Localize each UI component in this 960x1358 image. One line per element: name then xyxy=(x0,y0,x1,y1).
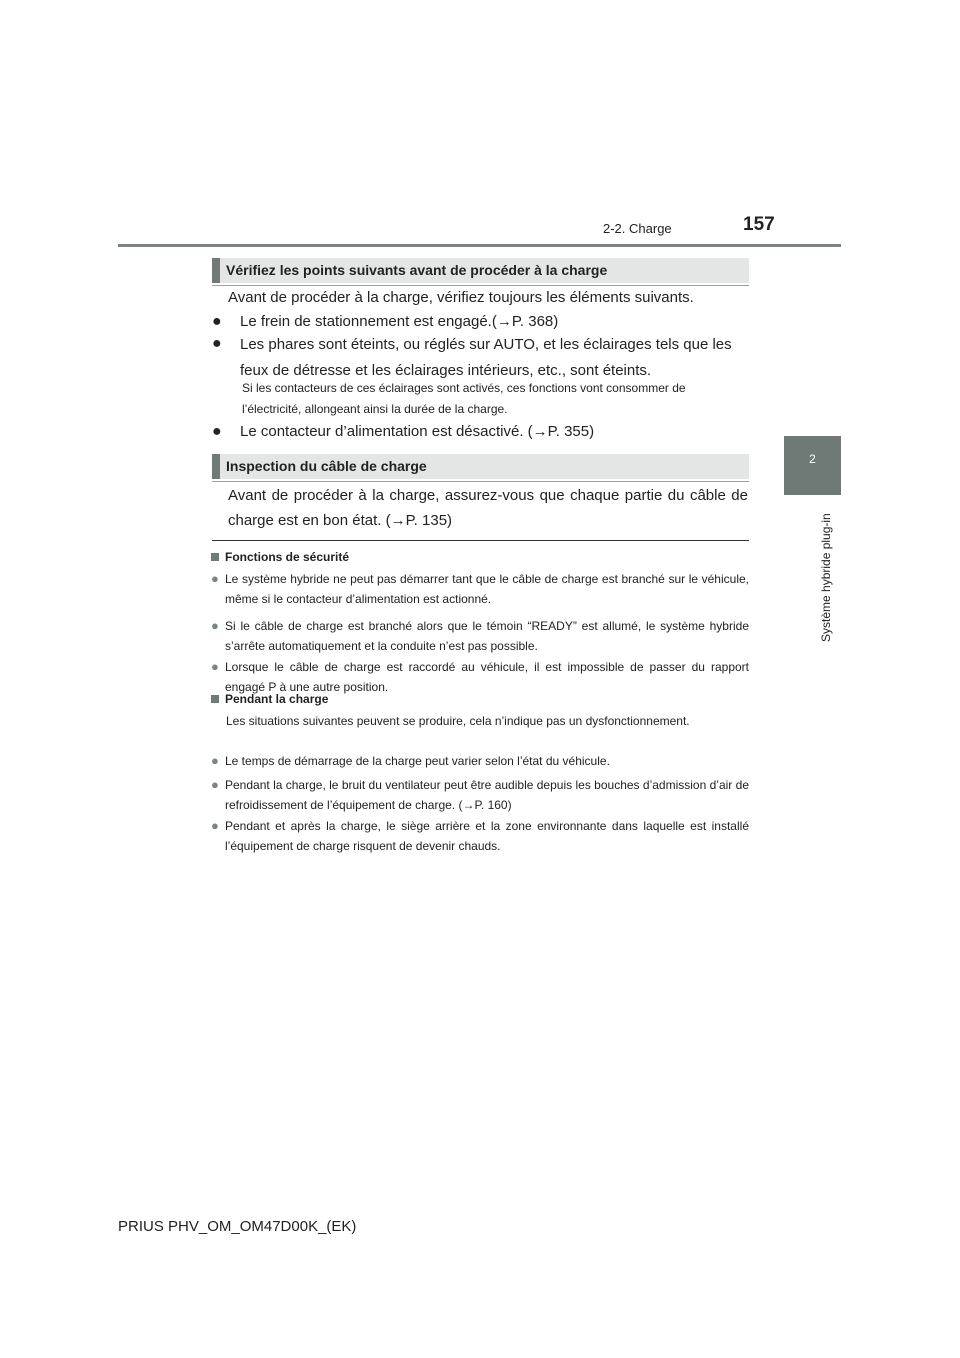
section-heading-checks: Vérifiez les points suivants avant de procéder à la charge xyxy=(212,258,749,283)
page-number: 157 xyxy=(743,214,775,235)
header-section: 2-2. Charge xyxy=(603,221,672,236)
header-rule xyxy=(118,244,841,247)
square-bullet-icon xyxy=(211,695,219,703)
bullet-dot-icon: ● xyxy=(211,777,219,792)
section1-note: Si les contacteurs de ces éclairages sont activés, ces fonctions vont consommer de l’électricité, allongeant ainsi la durée de la charge. xyxy=(242,381,686,416)
bullet-dot-icon: ● xyxy=(212,335,222,352)
bullet-dot-icon: ● xyxy=(211,753,219,768)
bullet-dot-icon: ● xyxy=(212,423,222,440)
section1-intro: Avant de procéder à la charge, vérifiez toujours les éléments suivants. xyxy=(228,289,694,306)
separator-rule xyxy=(212,540,749,541)
section2-text: Avant de procéder à la charge, assurez-vous que chaque partie du câble de charge est en bon état. (→P. 135) xyxy=(228,487,748,529)
bullet-dot-icon: ● xyxy=(211,618,219,633)
footer-doc-id: PRIUS PHV_OM_OM47D00K_(EK) xyxy=(118,1218,357,1235)
chapter-tab-number: 2 xyxy=(809,452,816,466)
bullet-dot-icon: ● xyxy=(212,313,222,330)
square-bullet-icon xyxy=(211,553,219,561)
bullet-dot-icon: ● xyxy=(211,571,219,586)
section-heading-cable: Inspection du câble de charge xyxy=(212,454,749,479)
bullet-dot-icon: ● xyxy=(211,659,219,674)
chapter-label: Système hybride plug-in xyxy=(819,513,833,642)
subheading-safety: Fonctions de sécurité xyxy=(211,548,349,566)
subheading-during-charge: Pendant la charge xyxy=(211,690,328,708)
chapter-label-wrap xyxy=(773,502,853,642)
bullet-dot-icon: ● xyxy=(211,818,219,833)
during-intro: Les situations suivantes peuvent se produire, cela n’indique pas un dysfonctionnement. xyxy=(226,714,690,728)
